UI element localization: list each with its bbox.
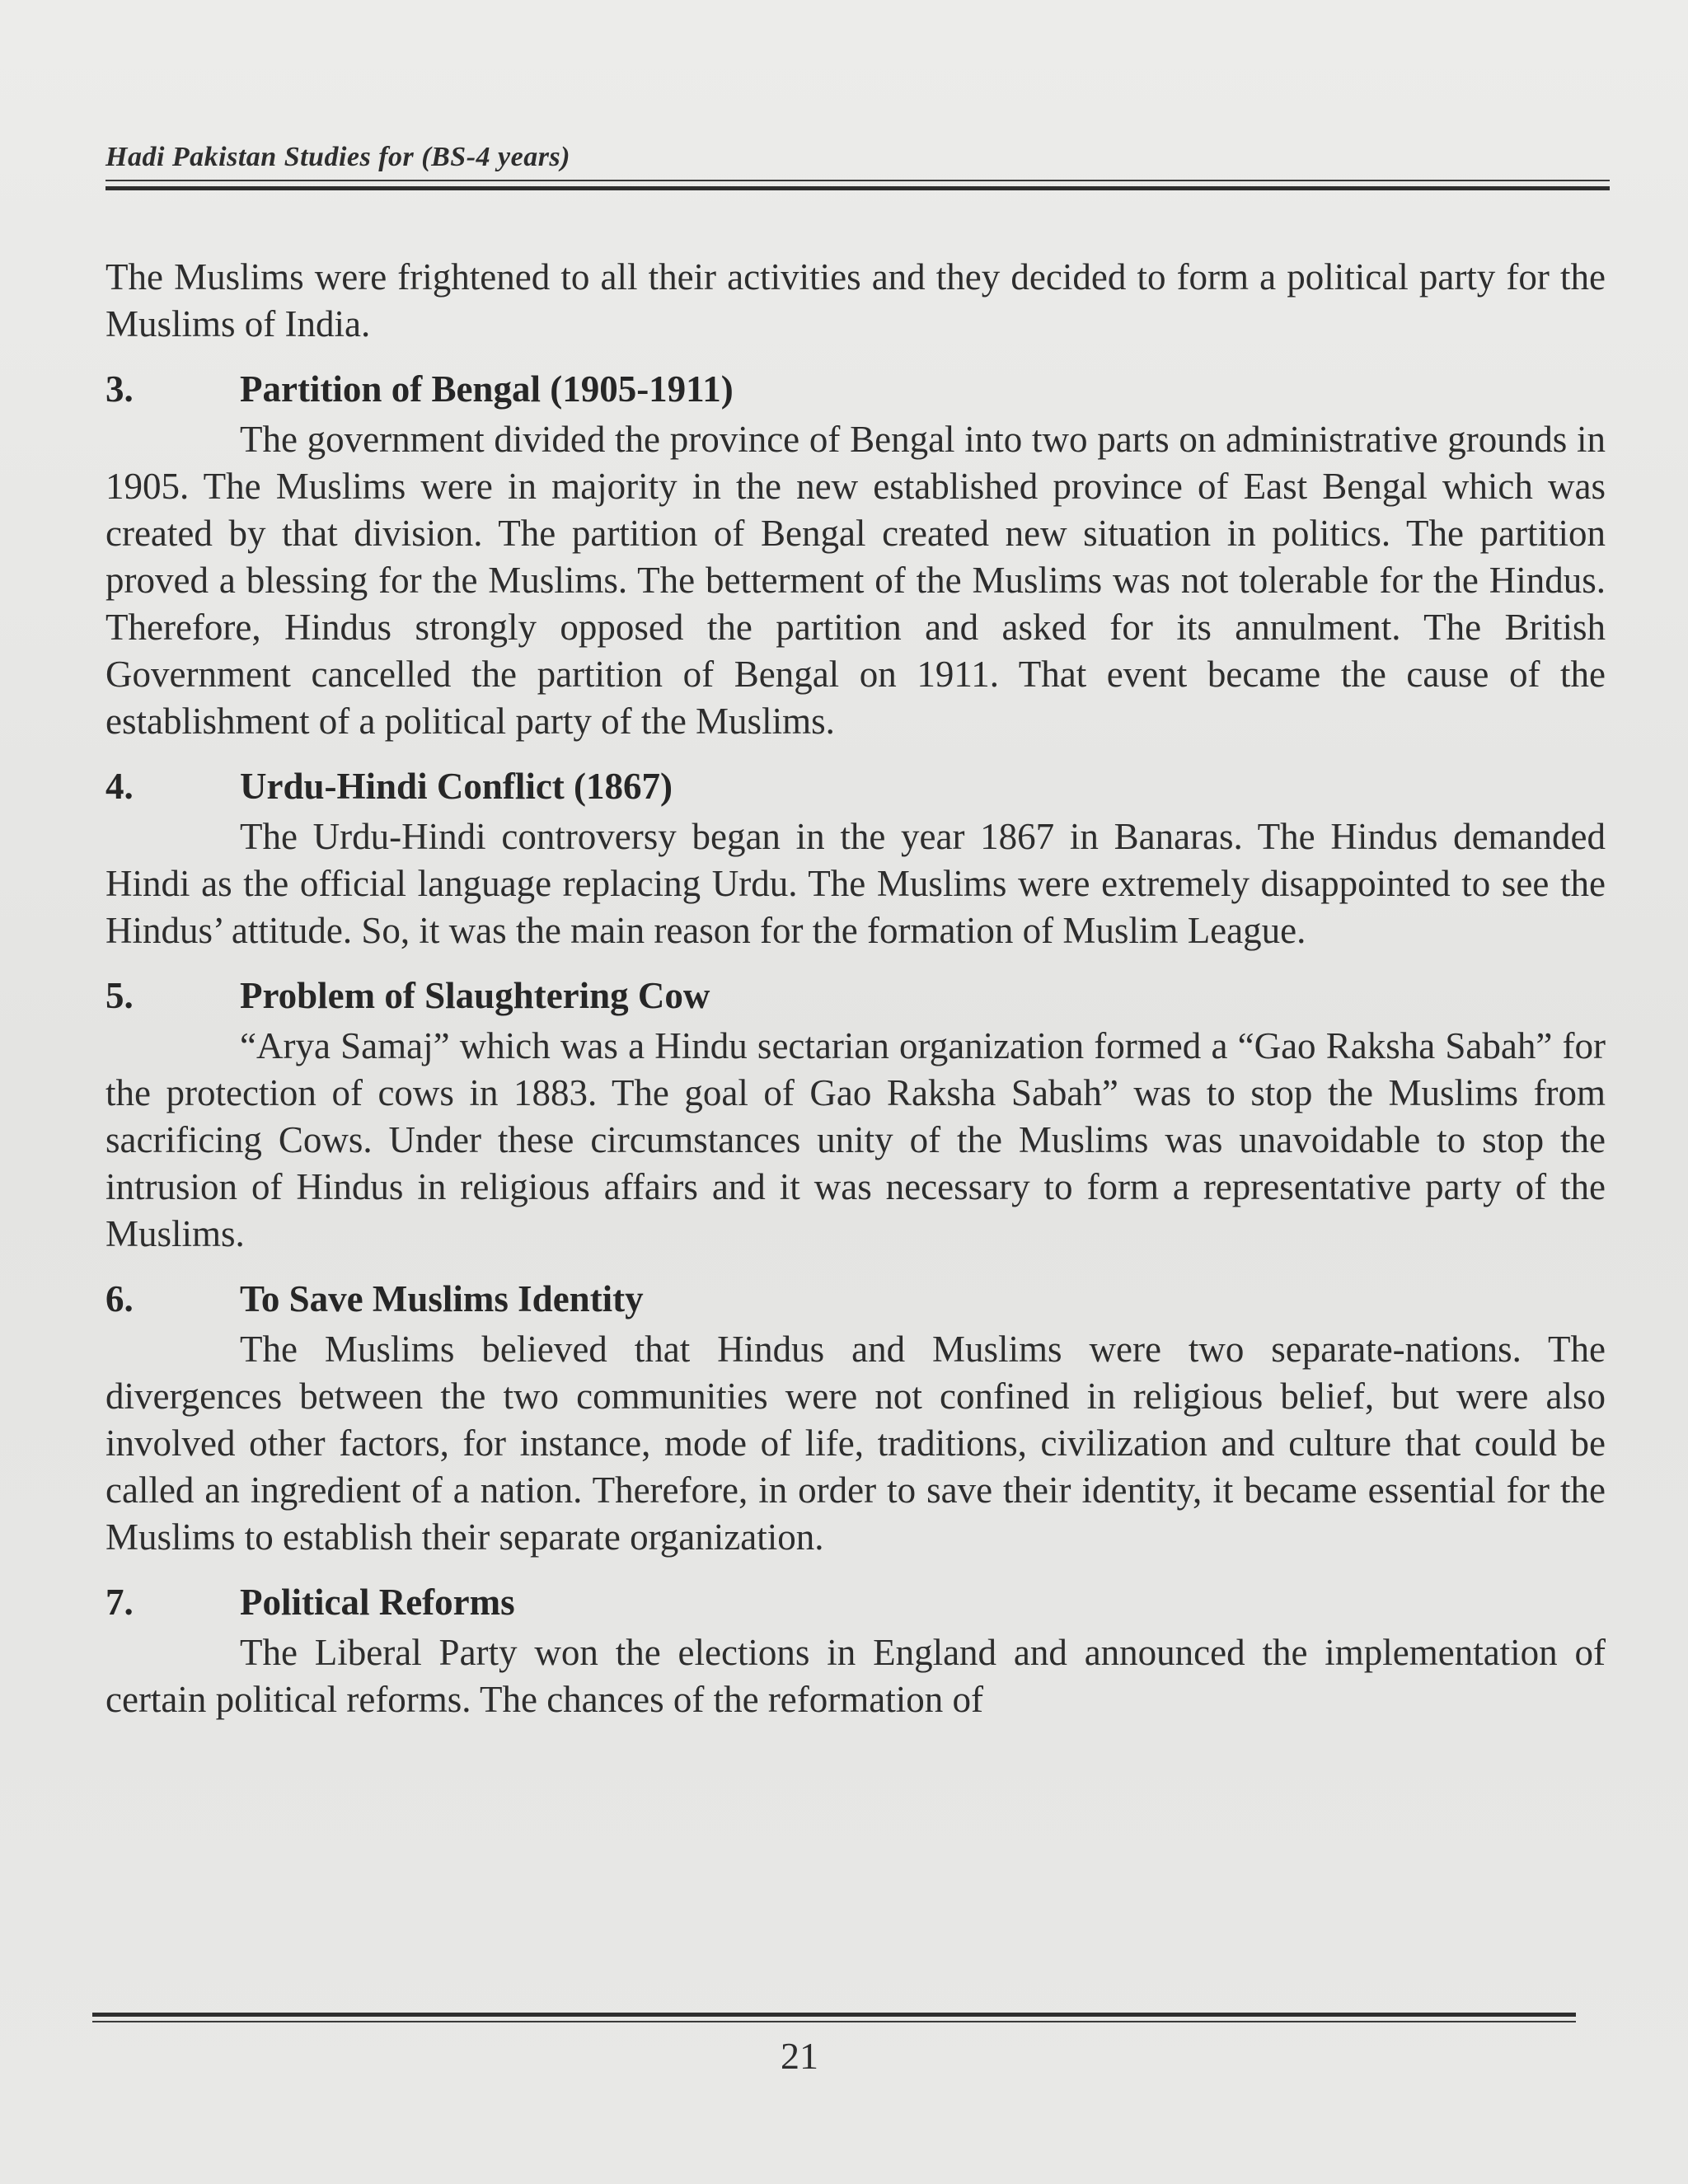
section-number: 5. (106, 975, 134, 1016)
section-body: The Liberal Party won the elections in England and announced the implementation of certain political reforms. The chances of the reformation of (106, 1632, 1606, 1720)
section-heading (106, 763, 1606, 810)
section-urdu-hindi-conflict (106, 763, 1606, 954)
section-title: Political Reforms (240, 1582, 515, 1623)
section-body: “Arya Samaj” which was a Hindu sectarian organization formed a “Gao Raksha Sabah” for the protection of cows in 1883. The goal of Gao Raksha Sabah” was to stop the Muslims from sacrificing Cows. Under these circumstances unity of the Muslims was unavoidable to stop the intrusion of Hindus in religious affairs and it was necessary to form a representative party of the Muslims. (106, 1025, 1606, 1254)
section-save-muslims-identity (106, 1276, 1606, 1561)
header-rule-thick (106, 186, 1610, 190)
section-number: 6. (106, 1278, 134, 1319)
section-slaughtering-cow (106, 972, 1606, 1258)
header-rule-thin (106, 180, 1610, 181)
running-head: Hadi Pakistan Studies for (BS-4 years) (106, 142, 570, 172)
intro-paragraph: The Muslims were frightened to all their activities and they decided to form a political party for the Muslims of India. (106, 256, 1606, 344)
section-partition-of-bengal (106, 366, 1606, 745)
page-content (106, 254, 1606, 1723)
section-title: Partition of Bengal (1905-1911) (240, 368, 734, 410)
section-body: The Muslims believed that Hindus and Muslims were two separate-nations. The divergences between the two communities were not confined in religious belief, but were also involved other factors, for instance, mode of life, traditions, civilization and culture that could be called an ingredient of a nation. Therefore, in order to save their identity, it became essential for the Muslims to establish their separate organization. (106, 1329, 1606, 1558)
section-number: 7. (106, 1582, 134, 1623)
section-number: 3. (106, 368, 134, 410)
section-number: 4. (106, 766, 134, 807)
section-heading (106, 1276, 1606, 1323)
section-political-reforms (106, 1579, 1606, 1723)
footer-rule-thin (92, 2021, 1576, 2022)
section-title: Problem of Slaughtering Cow (240, 975, 710, 1016)
section-heading (106, 1579, 1606, 1626)
section-heading (106, 366, 1606, 413)
section-heading (106, 972, 1606, 1019)
section-title: To Save Muslims Identity (240, 1278, 644, 1319)
section-body: The Urdu-Hindi controversy began in the year 1867 in Banaras. The Hindus demanded Hindi as the official language replacing Urdu. The Muslims were extremely disappointed to see the Hindus’ attitude. So, it was the main reason for the formation of Muslim League. (106, 816, 1606, 951)
footer-rule-thick (92, 2013, 1576, 2017)
page-number: 21 (781, 2035, 818, 2077)
section-title: Urdu-Hindi Conflict (1867) (240, 766, 673, 807)
section-body: The government divided the province of Bengal into two parts on administrative grounds in 1905. The Muslims were in majority in the new established province of East Bengal which was created by that division. The partition of Bengal created new situation in politics. The partition proved a blessing for the Muslims. The betterment of the Muslims was not tolerable for the Hindus. Therefore, Hindus strongly opposed the partition and asked for its annulment. The British Government cancelled the partition of Bengal on 1911. That event became the cause of the establishment of a political party of the Muslims. (106, 419, 1606, 742)
